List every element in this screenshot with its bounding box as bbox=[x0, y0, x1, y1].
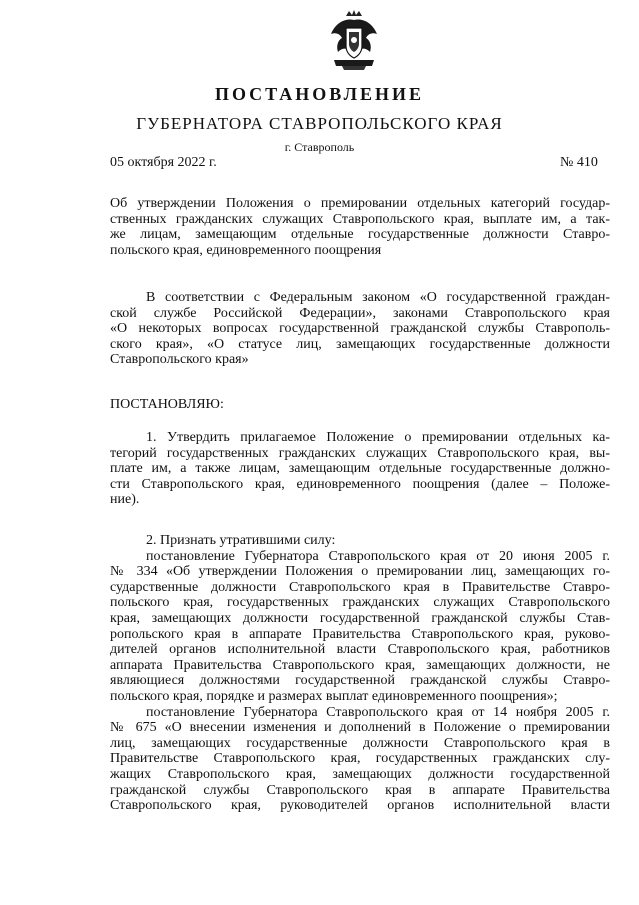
document-heading bbox=[110, 196, 610, 258]
item-2-line: постановление Губернатора Ставропольского края от 20 июня 2005 г. bbox=[146, 548, 610, 564]
item-1-line: плате им, а также лицам, замещающим отдельные государственные должно- bbox=[110, 461, 610, 477]
item-2-line: дителей органов исполнительной власти Ставропольского края, работников bbox=[110, 642, 610, 658]
issuer-subtitle: ГУБЕРНАТОРА СТАВРОПОЛЬСКОГО КРАЯ bbox=[136, 114, 503, 133]
item-2-line: являющиеся должностями государственной гражданской службы Ставро- bbox=[110, 673, 610, 689]
preamble-line: ской службе Российской Федерации», законами Ставропольского края bbox=[110, 305, 610, 321]
heading-line: же лицам, замещающим отдельные государственные должности Ставро- bbox=[110, 227, 610, 243]
city-label: г. Ставрополь bbox=[284, 140, 355, 154]
item-2-line: польского края, порядке и размерах выплат единовременного поощрения»; bbox=[110, 688, 558, 704]
item-1-line: ние). bbox=[110, 492, 140, 508]
item-2-line: Правительстве Ставропольского края, государственных гражданских слу- bbox=[110, 751, 610, 767]
heading-line: Об утверждении Положения о премировании отдельных категорий государ- bbox=[110, 196, 610, 211]
item-2-line: польского края, государственных гражданских служащих Ставропольского bbox=[110, 595, 610, 611]
coat-of-arms-icon bbox=[328, 8, 380, 72]
item-1-line: тегорий государственных гражданских служащих Ставропольского края, вы- bbox=[110, 445, 610, 461]
document-type-title: ПОСТАНОВЛЕНИЕ bbox=[214, 84, 425, 104]
decree-word: ПОСТАНОВЛЯЮ: bbox=[110, 397, 224, 412]
item-1-line: сти Ставропольского края, единовременного поощрения (далее – Положе- bbox=[110, 476, 610, 492]
preamble-line: Ставропольского края» bbox=[110, 352, 249, 368]
item-2-line: постановление Губернатора Ставропольского края от 14 ноября 2005 г. bbox=[146, 704, 610, 720]
item-2-line: гражданской службы Ставропольского края в аппарате Правительства bbox=[110, 782, 610, 798]
preamble-line: «О некоторых вопросах государственной гражданской службы Ставрополь- bbox=[110, 321, 610, 337]
heading-line: польского края, единовременного поощрения bbox=[110, 242, 382, 258]
document-number: № 410 bbox=[560, 155, 598, 170]
item-2-line: Ставропольского края, руководителей органов исполнительной власти bbox=[110, 798, 610, 814]
document-date: 05 октября 2022 г. bbox=[110, 155, 217, 170]
item-2-line: ропольского края в аппарате Правительства Ставропольского края, руково- bbox=[110, 626, 610, 642]
item-2-line: края, замещающих должности государственной гражданской службы Став- bbox=[110, 610, 610, 626]
item-2-line: № 334 «Об утверждении Положения о премировании лиц, замещающих го- bbox=[110, 564, 610, 580]
item-2-line: № 675 «О внесении изменения и дополнений в Положение о премировании bbox=[110, 720, 610, 736]
preamble-paragraph bbox=[110, 290, 610, 368]
preamble-line: В соответствии с Федеральным законом «О государственной граждан- bbox=[146, 290, 610, 305]
item-2-line: лиц, замещающих государственные должности Ставропольского края в bbox=[110, 735, 610, 751]
preamble-line: ского края», «О статусе лиц, замещающих государственные должности bbox=[110, 336, 610, 352]
item-2-line: сударственные должности Ставропольского края в Правительстве Ставро- bbox=[110, 579, 610, 595]
item-2-paragraph bbox=[110, 533, 610, 814]
item-1-paragraph bbox=[110, 430, 610, 508]
item-2-line: жащих Ставропольского края, замещающих должности государственной bbox=[110, 766, 610, 782]
heading-line: ственных гражданских служащих Ставропольского края, выплате им, а так- bbox=[110, 211, 610, 227]
item-2-line: 2. Признать утратившими силу: bbox=[146, 533, 336, 548]
item-2-line: аппарата Правительства Ставропольского края, замещающих должности, не bbox=[110, 657, 610, 673]
item-1-line: 1. Утвердить прилагаемое Положение о премировании отдельных ка- bbox=[146, 430, 610, 445]
